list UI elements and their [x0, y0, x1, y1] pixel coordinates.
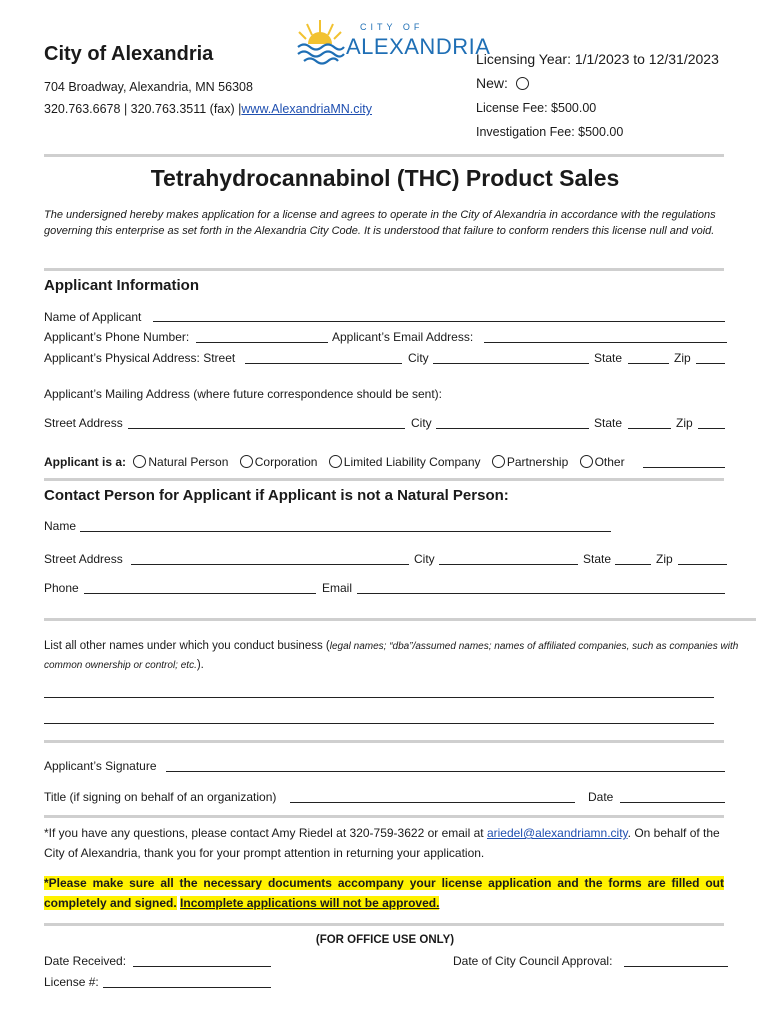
divider [44, 154, 724, 157]
other-names-field-2[interactable] [44, 723, 714, 724]
natural-person-radio[interactable] [133, 455, 146, 468]
contact-email-label: Email [322, 581, 353, 595]
contact-city-label: City [414, 552, 435, 566]
intro-paragraph: The undersigned hereby makes application for a license and agrees to operate in the City of Alexandria in accordance with the regulations governing this enterprise as set forth in the Alexandria City Code. It is understood that failure to conform renders this license null and void. [44, 209, 716, 237]
other-names-examples: legal names; “dba”/assumed names; names of affiliated companies, such as companies with common ownership or control; etc. [44, 641, 739, 671]
physical-street-field[interactable] [245, 363, 402, 364]
questions-paragraph [44, 823, 734, 863]
contact-zip-label: Zip [656, 552, 673, 566]
natural-person-option: Natural Person [148, 455, 229, 469]
applicant-name-label: Name of Applicant [44, 310, 142, 324]
logo-top-text: CITY OF [360, 22, 424, 32]
contact-phone-label: Phone [44, 581, 79, 595]
corporation-option: Corporation [254, 455, 318, 469]
questions-text: *If you have any questions, please contact Amy Riedel at 320-759-3622 or email at [44, 826, 484, 840]
notice-text: *Please make sure all the necessary documents accompany your license application and the forms are filled out completely and signed. [44, 876, 724, 910]
physical-city-label: City [408, 351, 429, 365]
divider [44, 268, 724, 271]
contact-heading: Contact Person for Applicant if Applicant is not a Natural Person: [44, 487, 509, 504]
physical-city-field[interactable] [433, 363, 589, 364]
physical-zip-field[interactable] [696, 363, 725, 364]
partnership-radio[interactable] [492, 455, 505, 468]
physical-state-label: State [594, 351, 623, 365]
other-names-field-1[interactable] [44, 697, 714, 698]
alexandria-logo [296, 14, 491, 66]
llc-option: Limited Liability Company [343, 455, 481, 469]
notice-paragraph [44, 873, 724, 913]
notice-emphasis: Incomplete applications will not be approved. [180, 896, 440, 910]
investigation-fee: Investigation Fee: $500.00 [476, 125, 624, 139]
new-field [476, 76, 531, 90]
contact-zip-field[interactable] [678, 564, 727, 565]
applicant-type-label: Applicant is a: [44, 455, 127, 469]
other-type-field[interactable] [643, 467, 725, 468]
city-address: 704 Broadway, Alexandria, MN 56308 [44, 80, 253, 94]
physical-state-field[interactable] [628, 363, 669, 364]
physical-address-label: Applicant’s Physical Address: Street [44, 351, 236, 365]
council-approval-label: Date of City Council Approval: [453, 954, 613, 968]
applicant-name-field[interactable] [153, 321, 725, 322]
contact-email-link[interactable]: ariedel@alexandriamn.city [486, 826, 628, 840]
applicant-email-field[interactable] [484, 342, 727, 343]
date-received-field[interactable] [133, 966, 271, 967]
new-label: New: [476, 75, 508, 91]
contact-name-field[interactable] [80, 531, 611, 532]
title-field[interactable] [290, 802, 575, 803]
contact-state-label: State [583, 552, 612, 566]
other-radio[interactable] [580, 455, 593, 468]
council-approval-field[interactable] [624, 966, 728, 967]
contact-street-label: Street Address [44, 552, 123, 566]
partnership-option: Partnership [506, 455, 569, 469]
physical-zip-label: Zip [674, 351, 691, 365]
license-number-label: License #: [44, 975, 99, 989]
city-name: City of Alexandria [44, 43, 214, 65]
phones-text: 320.763.6678 | 320.763.3511 (fax) | [44, 102, 242, 116]
date-label: Date [588, 790, 614, 804]
mailing-street-label: Street Address [44, 416, 123, 430]
contact-email-field[interactable] [357, 593, 725, 594]
llc-radio[interactable] [329, 455, 342, 468]
divider [44, 478, 724, 481]
applicant-phone-label: Applicant’s Phone Number: [44, 330, 190, 344]
contact-city-field[interactable] [439, 564, 578, 565]
contact-phone-field[interactable] [84, 593, 316, 594]
city-phones [44, 102, 372, 116]
mailing-zip-field[interactable] [698, 428, 725, 429]
questions-text-2: . On behalf of the City of Alexandria, thank you for your prompt attention in returning your application. [44, 826, 720, 860]
applicant-heading: Applicant Information [44, 277, 199, 294]
office-use-heading: (FOR OFFICE USE ONLY) [315, 934, 455, 946]
title-label: Title (if signing on behalf of an organization) [44, 790, 277, 804]
date-field[interactable] [620, 802, 725, 803]
contact-name-label: Name [44, 519, 77, 533]
other-names-close: ). [196, 659, 204, 671]
other-names-text: List all other names under which you conduct business ( [44, 640, 330, 652]
mailing-note: Applicant’s Mailing Address (where future correspondence should be sent): [44, 387, 443, 401]
mailing-city-label: City [411, 416, 432, 430]
mailing-street-field[interactable] [128, 428, 405, 429]
corporation-radio[interactable] [240, 455, 253, 468]
website-link[interactable]: www.AlexandriaMN.city [241, 102, 372, 116]
applicant-type-row [44, 455, 625, 469]
other-names-instructions [44, 637, 744, 675]
mailing-state-field[interactable] [628, 428, 671, 429]
mailing-zip-label: Zip [676, 416, 693, 430]
licensing-year: Licensing Year: 1/1/2023 to 12/31/2023 [476, 51, 719, 67]
date-received-label: Date Received: [44, 954, 127, 968]
divider [44, 618, 756, 621]
divider [44, 815, 724, 818]
new-radio[interactable] [516, 77, 529, 90]
license-fee: License Fee: $500.00 [476, 101, 597, 115]
applicant-phone-field[interactable] [196, 342, 328, 343]
contact-street-field[interactable] [131, 564, 409, 565]
divider [44, 923, 724, 926]
other-option: Other [594, 455, 625, 469]
signature-label: Applicant’s Signature [44, 759, 157, 773]
contact-state-field[interactable] [615, 564, 651, 565]
page-title: Tetrahydrocannabinol (THC) Product Sales [150, 165, 620, 191]
divider [44, 740, 724, 743]
applicant-email-label: Applicant’s Email Address: [332, 330, 474, 344]
mailing-state-label: State [594, 416, 623, 430]
signature-field[interactable] [166, 771, 725, 772]
logo-main-text: ALEXANDRIA [346, 34, 491, 59]
mailing-city-field[interactable] [436, 428, 589, 429]
license-number-field[interactable] [103, 987, 271, 988]
